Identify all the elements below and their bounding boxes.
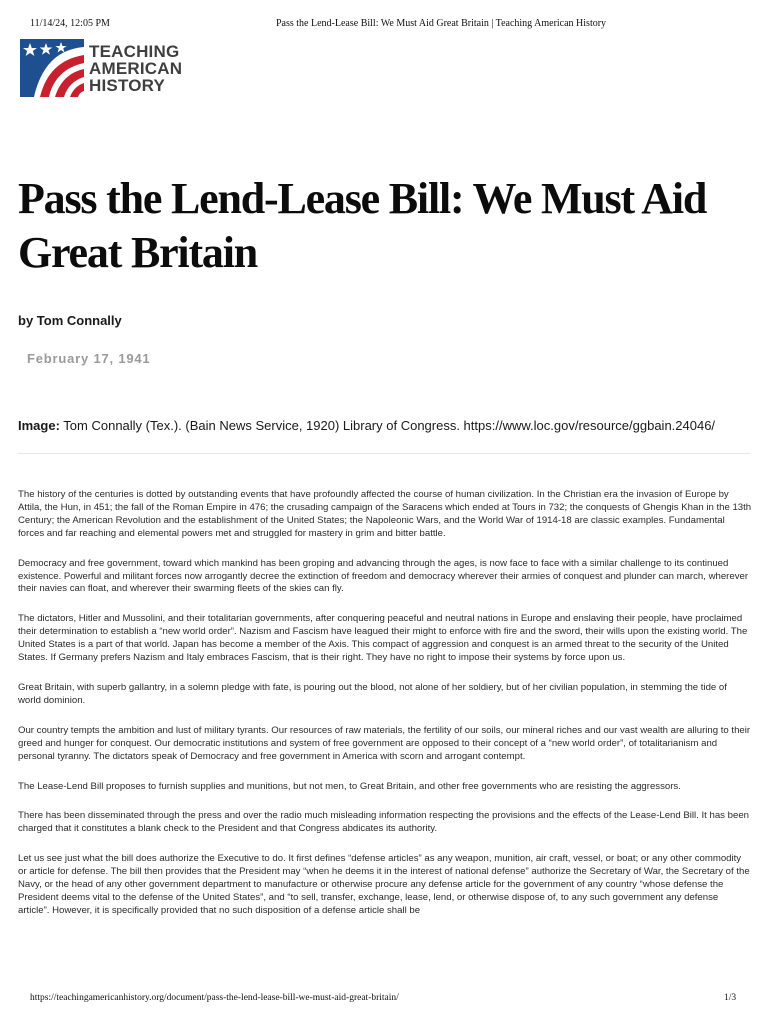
- divider: [18, 453, 750, 454]
- publication-date: February 17, 1941: [27, 351, 151, 366]
- image-credit-text: Tom Connally (Tex.). (Bain News Service, 1920) Library of Congress. https://www.loc.gov/resource/ggbain.24046/: [63, 418, 716, 433]
- body-paragraph: The dictators, Hitler and Mussolini, and their totalitarian governments, after conquering peaceful and neutral nations in Europe and enslaving their people, have proclaimed their determination to establish a “new world order”. Nazism and Fascism have leagued their might to enforce with fire and the sword, their wills upon the existing world. The United States is a part of that world. Japan has become a member of the Axis. This compact of aggression and conquest is an armed threat to the security of the United States. If Germany prefers Nazism and Italy embraces Fascism, that is their right. They have no right to impose their systems by force upon us.: [18, 613, 748, 664]
- logo-wordmark: [89, 43, 182, 94]
- print-url[interactable]: https://teachingamericanhistory.org/document/pass-the-lend-lease-bill-we-must-aid-great-britain/: [30, 993, 399, 1003]
- body-paragraph: The Lease-Lend Bill proposes to furnish supplies and munitions, but not men, to Great Britain, and other free governments who are resisting the aggressors.: [18, 780, 681, 792]
- page-number: 1/3: [724, 993, 737, 1003]
- body-paragraph: Let us see just what the bill does authorize the Executive to do. It first defines “defense articles” as any weapon, munition, air craft, vessel, or boat; or any other commodity or article for defense. The bill then provides that the President may “when he deems it in the interest of national defense” authorize the Secretary of War, the Secretary of the Navy, or the head of any other government department to manufacture or otherwise procure any defense article for the government of any country “whose defense the President deems vital to the defense of the United States”, and “to sell, transfer, exchange, lease, lend, or otherwise dispose of, to any such government any defense article”. However, it is specifically provided that no such disposition of a defense article shall be: [18, 853, 750, 916]
- body-paragraph: Our country tempts the ambition and lust of military tyrants. Our resources of raw materials, the fertility of our soils, our mineral riches and our vast wealth are alluring to their greed and hunger for conquest. Our democratic institutions and system of free government are opposed to their concept of a “new world order”, of totalitarianism and personal tyranny. The dictators speak of Democracy and free government in America with scorn and arrogant contempt.: [18, 724, 751, 762]
- print-timestamp: 11/14/24, 12:05 PM: [30, 18, 110, 29]
- site-logo[interactable]: [20, 38, 182, 98]
- image-credit: [18, 416, 748, 435]
- print-footer: [0, 993, 768, 1007]
- flag-logo-icon: [20, 39, 84, 97]
- byline: by Tom Connally: [18, 313, 122, 328]
- article-body: [18, 489, 752, 977]
- print-page-title: Pass the Lend-Lease Bill: We Must Aid Great Britain | Teaching American History: [276, 18, 607, 29]
- article-title: Pass the Lend-Lease Bill: We Must Aid Great Britain: [18, 174, 707, 277]
- image-credit-label: Image:: [18, 418, 60, 433]
- body-paragraph: Great Britain, with superb gallantry, in a solemn pledge with fate, is pouring out the blood, not alone of her soldiery, but of her civilian population, in stemming the tide of world dominion.: [18, 681, 727, 706]
- body-paragraph: There has been disseminated through the press and over the radio much misleading information respecting the provisions and the effects of the Lease-Lend Bill. It has been charged that it constitutes a blank check to the President and that Congress abdicates its authority.: [18, 810, 749, 835]
- body-paragraph: Democracy and free government, toward which mankind has been groping and advancing through the ages, is now face to face with a similar challenge to its continued existence. Powerful and militant forces now arrogantly decree the extinction of freedom and democracy wherever their armies of conquest and plunder can march, wherever their navies can float, and wherever their swarming fleets of the skies can fly.: [18, 557, 749, 595]
- print-header: [0, 18, 768, 32]
- logo-line-3: HISTORY: [89, 75, 166, 95]
- logo-line-1: TEACHING: [89, 41, 180, 61]
- logo-line-2: AMERICAN: [89, 58, 183, 78]
- body-paragraph: The history of the centuries is dotted by outstanding events that have profoundly affected the course of human civilization. In the Christian era the invasion of Europe by Attila, the Hun, in 451; the fall of the Roman Empire in 476; the crusading campaign of the Saracens which ended at Tours in 732; the conquests of Ghengis Khan in the 13th Century; the American Revolution and the establishment of the United States; the Napoleonic Wars, and the World War of 1914-18 are classic examples. Fundamental forces and far reaching and elemental powers met and struggled for mastery in grim and bitter battle.: [18, 489, 752, 539]
